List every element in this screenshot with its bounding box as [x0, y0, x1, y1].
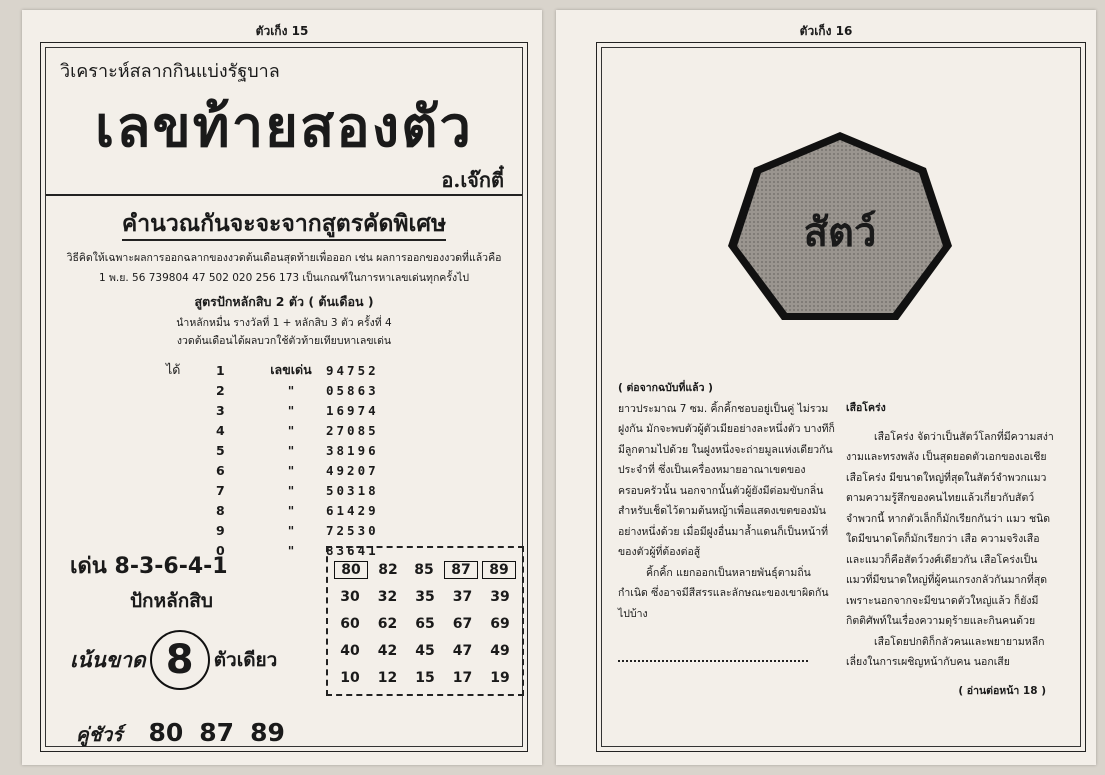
continued-reference: ( อ่านต่อหน้า 18 )	[958, 685, 1046, 697]
formula-line: นำหลักหมื่น รางวัลที่ 1 + หลักสิบ 3 ตัว ครั้งที่ 4	[176, 317, 392, 329]
page-title: เลขท้ายสองตัว	[95, 94, 473, 160]
grid-cell: 37	[452, 588, 473, 605]
article-column-left	[618, 378, 838, 624]
grid-row	[334, 610, 516, 637]
left-page	[22, 10, 542, 765]
table-row	[166, 380, 379, 400]
row-digit: 7	[216, 482, 225, 498]
grid-cell: 17	[452, 669, 473, 686]
row-digit: 5	[216, 442, 225, 458]
paragraph: คิ้กคิ้ก แยกออกเป็นหลายพันธุ์ตามถิ่นกำเนิด ซึ่งอาจมีสีสรรและลักษณะของเขาผิดกันไปบ้าง	[618, 566, 829, 620]
table-row	[166, 400, 379, 420]
ditto-mark: "	[287, 442, 295, 458]
paragraph: เสือโดยปกติก็กลัวคนและพยายามหลีกเลี่ยงในการเผชิญหน้ากับคน นอกเสีย	[846, 635, 1045, 668]
ditto-mark: "	[287, 462, 295, 478]
number-grid	[326, 546, 524, 696]
intro-line: 1 พ.ย. 56 739804 47 502 020 256 173 เป็นเกณฑ์ในการหาเลขเด่นทุกครั้งไป	[98, 272, 470, 284]
row-digit: 3	[216, 402, 225, 418]
author: อ.เจ๊กตี๋	[441, 168, 504, 192]
grid-cell: 40	[340, 642, 360, 659]
row-number: 38196	[326, 442, 379, 458]
row-number: 27085	[326, 422, 379, 438]
grid-cell: 15	[415, 669, 435, 686]
article-heading: เสือโคร่ง	[846, 402, 886, 414]
focus-digit-block	[70, 630, 277, 690]
ditto-mark: "	[287, 382, 295, 398]
formula-line: งวดต้นเดือนได้ผลบวกใช้ตัวท้ายเทียบหาเลขเด่น	[176, 335, 392, 347]
subtitle: วิเคราะห์สลากกินแบ่งรัฐบาล	[60, 61, 280, 82]
grid-cell: 85	[414, 561, 434, 578]
intro-line: วิธีคิดให้เฉพาะผลการออกฉลากของงวดต้นเดือนสุดท้ายเพื่อออก เช่น ผลการออกของงวดที่แล้วคือ	[66, 252, 502, 264]
grid-row	[334, 637, 516, 664]
row-number: 94752	[326, 362, 379, 378]
grid-cell: 42	[377, 642, 398, 659]
paragraph: ยาวประมาณ 7 ซม. คิ้กคิ้กชอบอยู่เป็นคู่ ไม่รวมฝูงกัน มักจะพบตัวผู้ตัวเมียอย่างละหนึ่งตัว บางทีก็มีลูกตามไปด้วย ในฝูงหนึ่งจะถ่ายมูลแห่งเดียวกันประจำที่ ซึ่งเป็นเครื่องหมายอาณาเขตของครอบครัวนั้น นอกจากนั้นตัวผู้ยังมีต่อมขับกลิ่นสำหรับเช็ดไว้ตามต้นหญ้าเพื่อแสดงเขตของมันอย่างหนึ่งด้วย เมื่อมีฝูงอื่นมาล้ำแดนก็เป็นหน้าที่ของตัวผู้ที่ต้องต่อสู้	[618, 402, 835, 558]
ditto-mark: "	[287, 422, 295, 438]
grid-cell-highlighted: 87	[444, 561, 478, 579]
grid-cell: 60	[340, 615, 360, 632]
table-row	[166, 520, 379, 540]
row-number: 16974	[326, 402, 379, 418]
grid-row	[334, 556, 516, 583]
grid-cell: 69	[490, 615, 510, 632]
grid-cell: 32	[377, 588, 398, 605]
row-digit: 0	[216, 542, 225, 558]
continued-from-heading: ( ต่อจากฉบับที่แล้ว )	[618, 382, 713, 394]
table-row	[166, 500, 379, 520]
row-number: 83641	[326, 542, 379, 558]
single-digit-label: ตัวเดียว	[213, 649, 278, 671]
divider	[46, 194, 522, 196]
row-number: 05863	[326, 382, 379, 398]
formula-description	[46, 314, 522, 350]
row-number: 50318	[326, 482, 379, 498]
row-digit: 9	[216, 522, 225, 538]
grid-cell-highlighted: 80	[334, 561, 368, 579]
grid-cell: 47	[452, 642, 473, 659]
row-digit: 8	[216, 502, 225, 518]
section-heading	[46, 206, 522, 242]
grid-cell: 67	[452, 615, 473, 632]
recommended-label: คู่ชัวร์	[76, 724, 123, 746]
focus-digit: 8	[150, 630, 210, 690]
row-number: 61429	[326, 502, 379, 518]
page-frame	[40, 42, 528, 752]
grid-cell: 65	[415, 615, 435, 632]
grid-row	[334, 583, 516, 610]
ditto-mark: "	[287, 502, 295, 518]
focus-label: เน้นขาด	[70, 647, 146, 672]
table-row	[166, 460, 379, 480]
grid-row	[334, 664, 516, 691]
ditto-mark: "	[287, 522, 295, 538]
recommended-number: 89	[250, 718, 285, 747]
table-row	[166, 440, 379, 460]
row-number: 72530	[326, 522, 379, 538]
lucky-number-table	[166, 360, 379, 560]
recommended-number: 80	[148, 718, 184, 747]
table-row	[166, 360, 379, 380]
grid-cell: 35	[415, 588, 435, 605]
formula-title: สูตรปักหลักสิบ 2 ตัว ( ต้นเดือน )	[194, 294, 374, 309]
recommended-number: 87	[199, 718, 235, 747]
grid-cell: 10	[340, 669, 360, 686]
inner-frame	[45, 47, 523, 747]
grid-cell: 49	[490, 642, 510, 659]
ditto-mark: "	[287, 402, 295, 418]
ditto-mark: "	[287, 542, 295, 558]
grid-cell: 62	[377, 615, 398, 632]
page-number: ตัวเก็ง 15	[255, 24, 309, 38]
row-digit: 1	[216, 362, 225, 378]
grid-cell: 30	[340, 588, 360, 605]
recommended-pairs	[76, 718, 301, 750]
article-column-right	[846, 398, 1056, 673]
page-number: ตัวเก็ง 16	[799, 24, 853, 38]
row-digit: 2	[216, 382, 225, 398]
tens-digit-label: ปักหลักสิบ	[130, 590, 213, 612]
grid-cell: 82	[378, 561, 398, 578]
grid-cell-highlighted: 89	[482, 561, 516, 579]
intro-text	[54, 248, 514, 288]
ditto-mark: "	[287, 482, 295, 498]
table-row	[166, 420, 379, 440]
section-heading-text: คำนวณกันจะจะจากสูตรคัดพิเศษ	[122, 211, 446, 241]
table-header-mark: เลขเด่น	[270, 362, 312, 377]
paragraph: เสือโคร่ง จัดว่าเป็นสัตว์โลกที่มีความสง่างามและทรงพลัง เป็นสุดยอดตัวเอกของเอเชีย เสือโคร่ง มีขนาดใหญ่ที่สุดในสัตว์จำพวกแมว ตามความรู้สึกของคนไทยแล้วเกี่ยวกับสัตว์จำพวกนี้ หากตัวเล็กก็มักเรียกกันว่า แมว ชนิดใดมีขนาดโตก็มักเรียกว่า เสือ ความจริงเสือและแมวก็คือสัตว์วงศ์เดียวกัน เสือโคร่งเป็นแมวที่มีขนาดใหญ่ที่ผู้คนเกรงกลัวกันมากที่สุด เพราะนอกจากจะมีขนาดตัวใหญ่แล้ว ก็ยังมีกิตติศัพท์ในเรื่องความดุร้ายและกินคนด้วย	[846, 430, 1054, 627]
row-digit: 6	[216, 462, 225, 478]
row-digit: 4	[216, 422, 225, 438]
row-number: 49207	[326, 462, 379, 478]
right-page	[556, 10, 1096, 765]
dotted-divider	[618, 660, 808, 662]
grid-cell: 19	[490, 669, 510, 686]
section-title: สัตว์	[803, 209, 877, 256]
grid-cell: 45	[415, 642, 435, 659]
grid-cell: 12	[377, 669, 398, 686]
table-row	[166, 480, 379, 500]
grid-cell: 39	[490, 588, 510, 605]
play-numbers: เด่น 8-3-6-4-1	[70, 554, 228, 579]
table-prefix: ได้	[166, 362, 181, 377]
